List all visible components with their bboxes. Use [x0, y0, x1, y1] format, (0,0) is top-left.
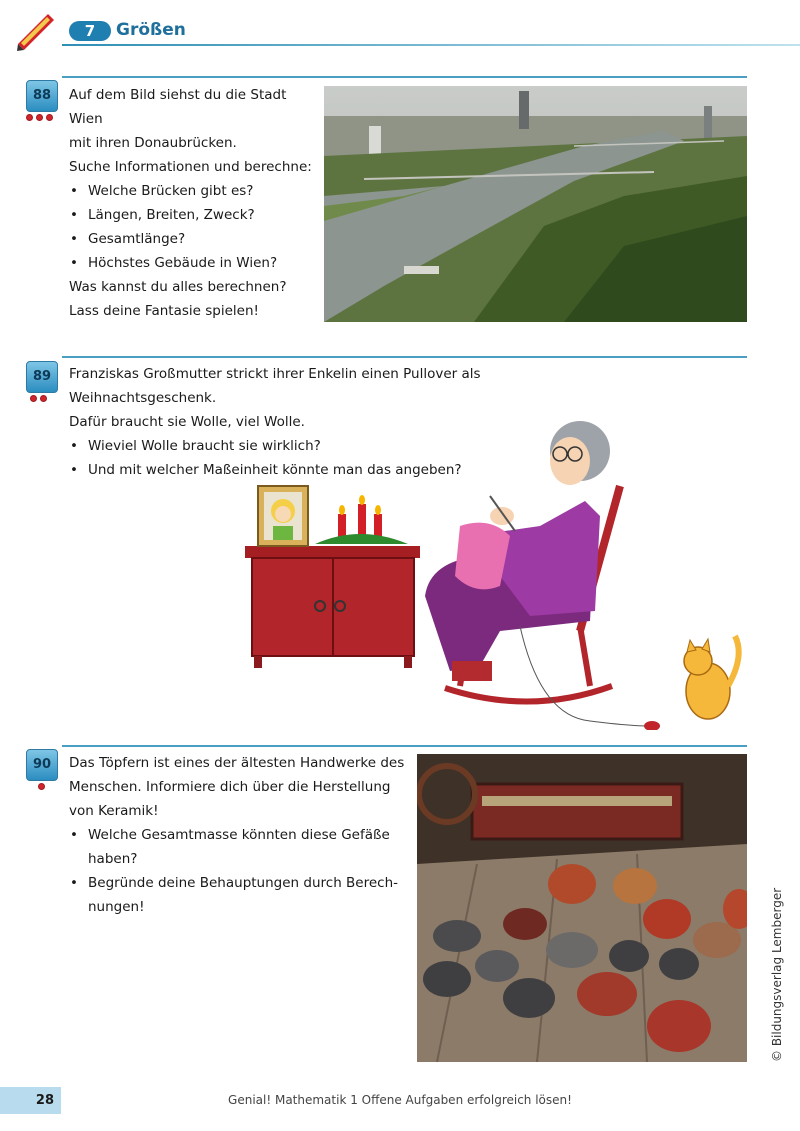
list-item: • Höchstes Gebäude in Wien? — [69, 251, 319, 275]
list-item: • Längen, Breiten, Zweck? — [69, 203, 319, 227]
list-item: • Und mit welcher Maßeinheit könnte man das angeben? — [69, 458, 629, 482]
list-item — [69, 871, 409, 919]
task-88-rule — [62, 76, 747, 78]
task-89-rule — [62, 356, 747, 358]
list-item: • Welche Brücken gibt es? — [69, 179, 319, 203]
text-line: Dafür braucht sie Wolle, viel Wolle. — [69, 414, 305, 430]
text-line: Lass deine Fantasie spielen! — [69, 303, 259, 319]
vienna-danube-photo — [324, 86, 747, 322]
task-number-badge: 88 — [26, 80, 58, 112]
bullet-list — [69, 823, 409, 919]
text-line: Franziskas Großmutter strickt ihrer Enkelin einen Pullover als Weihnachtsgeschenk. — [69, 366, 481, 406]
list-item-line: Welche Gesamtmasse könnten diese Gefäße — [88, 827, 390, 843]
text-line: mit ihren Donaubrücken. — [69, 135, 237, 151]
text-line: Das Töpfern ist eines der ältesten Handwerke des — [69, 755, 405, 771]
task-88-text — [69, 83, 319, 323]
task-number-badge: 89 — [26, 361, 58, 393]
bullet-list — [69, 179, 319, 275]
text-line: Auf dem Bild siehst du die Stadt Wien — [69, 87, 287, 127]
copyright-notice: © Bildungsverlag Lemberger — [770, 887, 784, 1062]
difficulty-dots — [26, 114, 56, 121]
book-logo-icon — [14, 8, 58, 56]
task-90-rule — [62, 745, 747, 747]
text-line: von Keramik! — [69, 803, 159, 819]
pottery-photo — [417, 754, 747, 1062]
page-number: 28 — [35, 1093, 54, 1108]
task-90-text — [69, 751, 409, 919]
list-item-line: Begründe deine Behauptungen durch Berech- — [88, 875, 399, 891]
list-item: • Wieviel Wolle braucht sie wirklich? — [69, 434, 629, 458]
book-title-footer: Genial! Mathematik 1 Offene Aufgaben erfolgreich lösen! — [228, 1093, 572, 1107]
text-line: Menschen. Informiere dich über die Herstellung — [69, 779, 391, 795]
difficulty-dots — [30, 395, 50, 402]
list-item: • Gesamtlänge? — [69, 227, 319, 251]
difficulty-dots — [38, 783, 48, 790]
text-line: Suche Informationen und berechne: — [69, 159, 312, 175]
grandmother-knitting-illustration — [240, 396, 748, 730]
header-rule — [62, 44, 800, 46]
task-number-badge: 90 — [26, 749, 58, 781]
list-item-line: haben? — [88, 851, 138, 867]
chapter-number-badge: 7 — [69, 21, 111, 41]
list-item-line: nungen! — [88, 899, 145, 915]
chapter-title: Größen — [116, 20, 186, 40]
text-line: Was kannst du alles berechnen? — [69, 279, 287, 295]
list-item — [69, 823, 409, 871]
